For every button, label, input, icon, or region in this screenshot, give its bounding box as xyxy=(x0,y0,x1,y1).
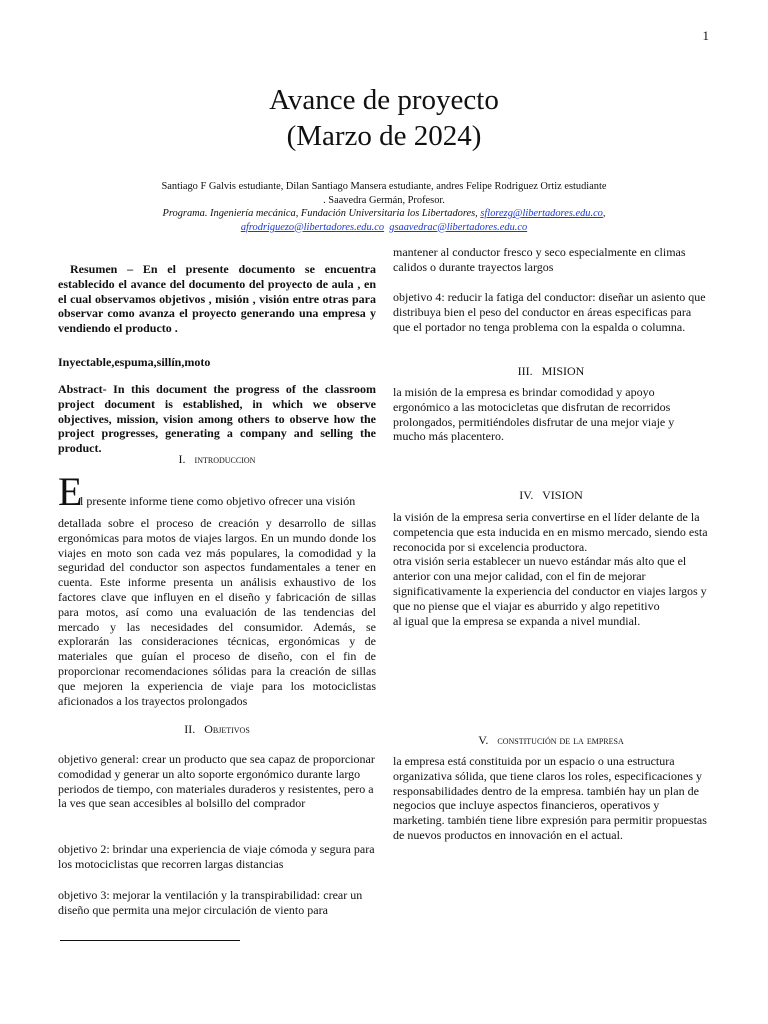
email-separator: , xyxy=(602,208,606,219)
title-line-2: (Marzo de 2024) xyxy=(286,120,482,152)
title-line-1: Avance de proyecto xyxy=(269,84,499,116)
objetivo-2: objetivo 2: brindar una experiencia de viaje cómoda y segura para los motociclistas que recorren largas distancias xyxy=(58,842,375,871)
section-title: Objetivos xyxy=(204,722,250,736)
professor-name: . Saavedra Germán, Profesor. xyxy=(323,194,445,206)
section-heading-constitucion xyxy=(393,733,709,748)
affiliation: Programa. Ingeniería mecánica, Fundación Universitaria los Libertadores, xyxy=(162,208,478,219)
abstract-spanish: Resumen – En el presente documento se encuentra establecido el avance del documento del proyecto de aula , en el cual observamos objetivos , misión , visión entre otras para observar como avanza el proyecto generando una empresa y vendiendo el producto . xyxy=(58,262,376,336)
section-number: IV. xyxy=(519,488,534,502)
vision-paragraph-1: la visión de la empresa seria convertirse en el líder delante de la competencia que esta inducida en en mismo mercado, siendo esta reconocida por si excelencia productora. xyxy=(393,510,708,554)
abstract-english: Abstract- In this document the progress of the classroom project document is established, in which we observe objectives, mission, vision among others to observe how the project progresses, generating a company and selling the product. xyxy=(58,382,376,456)
section-heading-objetivos xyxy=(58,722,376,737)
section-number: II. xyxy=(184,722,196,736)
footnote-rule xyxy=(60,940,240,941)
intro-body: detallada sobre el proceso de creación y desarrollo de sillas ergonómicas para motos de viajes largos. En un mundo donde los viajes en moto son cada vez más populares, la comodidad y la seguridad del conductor son aspectos fundamentales a tener en cuenta. Este informe presenta un análisis exhaustivo de los factores clave que influyen en el diseño y fabricación de sillas para motos, así como una evaluación de las tendencias del mercado y las necesidades del consumidor. Además, se explorarán las consideraciones técnicas, ergonómicas y de materiales que guían el proceso de diseño, con el fin de proporcionar recomendaciones sólidas para la creación de sillas que mejoren la experiencia de viaje para los motociclistas aficionados a los trayectos prolongados xyxy=(58,516,376,708)
section-title: constitución de la empresa xyxy=(497,733,624,747)
drop-cap: E xyxy=(58,469,83,514)
author-block xyxy=(0,180,768,234)
section-title: VISION xyxy=(542,488,583,502)
affiliation-line xyxy=(0,207,768,221)
document-title xyxy=(0,82,768,154)
objetivo-general: objetivo general: crear un producto que sea capaz de proporcionar comodidad y generar un alto soporte ergonómico durante largo periodos de tiempo, con materiales duraderos y resistentes, pero a la ves que sean accesibles al bolsillo del comprador xyxy=(58,752,375,811)
section-number: V. xyxy=(478,733,489,747)
email-link-1[interactable]: sflorezg@libertadores.edu.co xyxy=(480,208,603,219)
keywords: Inyectable,espuma,sillín,moto xyxy=(58,355,211,369)
page-number: 1 xyxy=(702,28,709,43)
section-title: MISION xyxy=(541,364,585,378)
objetivo-4: objetivo 4: reducir la fatiga del conductor: diseñar un asiento que distribuya bien el peso del conductor en áreas especificas para que el portador no tenga problema con la espalda o columna. xyxy=(393,290,706,334)
email-link-3[interactable]: gsaavedrac@libertadores.edu.co xyxy=(389,221,528,233)
objetivo-3-continued: mantener al conductor fresco y seco especialmente en climas calidos o durante trayectos largos xyxy=(393,245,686,274)
section-heading-mision xyxy=(393,364,709,379)
section-number: I. xyxy=(178,452,186,466)
constitucion-body: la empresa está constituida por un espacio o una estructura organizativa sólida, que tiene claros los roles, especificaciones y responsabilidades dentro de la empresa. también hay un plan de negocios que incluye aspectos financieros, operativos y marketing. también tiene libre expresión para permitir propuestas de nuevos productos en innovación en el actual. xyxy=(393,754,707,842)
section-title: introduccion xyxy=(194,452,256,466)
section-number: III. xyxy=(517,364,533,378)
objetivo-3: objetivo 3: mejorar la ventilación y la transpirabilidad: crear un diseño que permita una mejor circulación de viento para xyxy=(58,888,363,917)
intro-first-line xyxy=(58,469,376,514)
vision-paragraph-3: al igual que la empresa se expanda a nivel mundial. xyxy=(393,613,641,628)
author-names: Santiago F Galvis estudiante, Dilan Santiago Mansera estudiante, andres Felipe Rodriguez Ortiz estudiante xyxy=(161,181,607,192)
mision-body: la misión de la empresa es brindar comodidad y apoyo ergonómico a las motocicletas que disfrutan de recorridos prolongados, permitiéndoles disfrutar de una mejor viaje y mucho más placentero. xyxy=(393,385,675,444)
vision-body xyxy=(393,510,709,628)
intro-paragraph xyxy=(58,469,376,708)
section-heading-introduccion xyxy=(58,452,376,467)
intro-first-line-text: l presente informe tiene como objetivo ofrecer una visión xyxy=(80,494,356,508)
email-link-2[interactable]: afrodriguezo@libertadores.edu.co xyxy=(240,221,385,233)
email-line xyxy=(0,221,768,235)
vision-paragraph-2: otra visión seria establecer un nuevo estándar más alto que el anterior con una mejor calidad, con el fin de mejorar significativamente la experiencia del conductor en viajes largos y que no piense que el viajar es aburrido y algo repetitivo xyxy=(393,554,707,613)
section-heading-vision xyxy=(393,488,709,503)
